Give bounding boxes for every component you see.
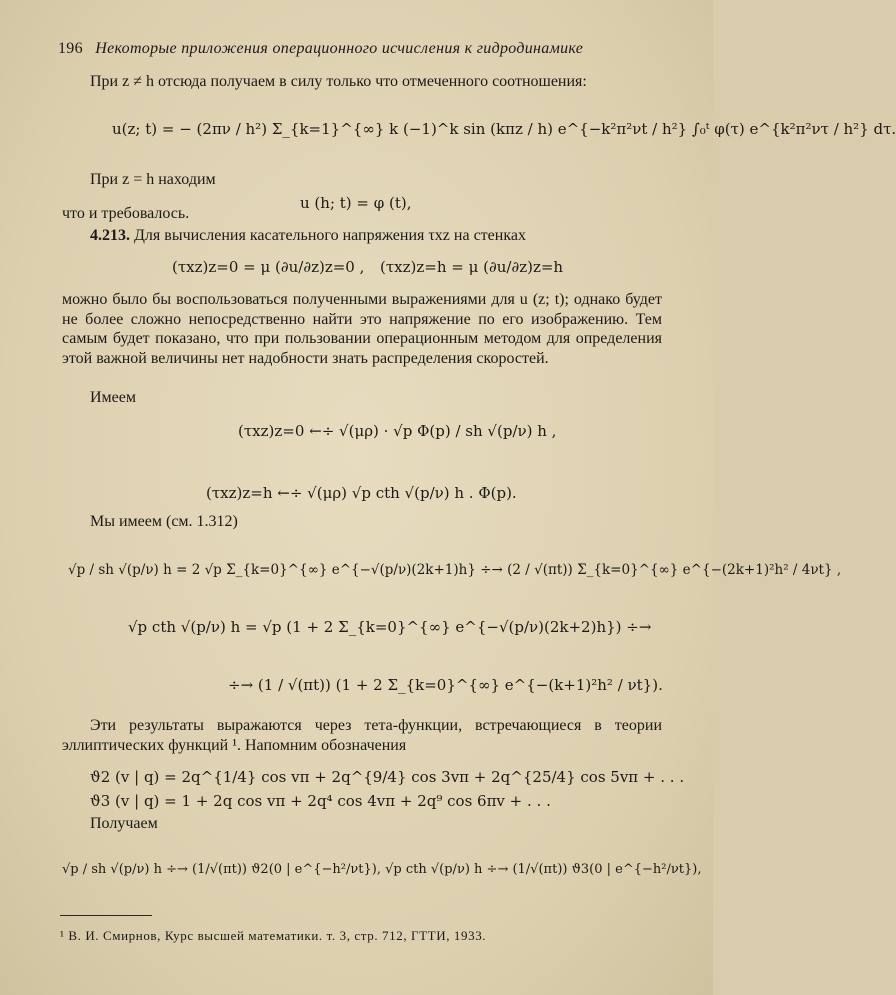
footnote: ¹ В. И. Смирнов, Курс высшей математики. т. 3, стр. 712, ГТТИ, 1933. xyxy=(60,928,487,943)
page-number: 196 xyxy=(58,40,83,57)
section-number: 4.213. xyxy=(90,227,130,244)
equation-3b: (τxz)z=h = μ (∂u/∂z)z=h xyxy=(380,258,564,276)
equation-7: √p cth √(p/ν) h = √p (1 + 2 Σ_{k=0}^{∞} e^{−√(p/ν)(2k+2)h}) ÷→ xyxy=(128,618,652,636)
running-title: Некоторые приложения операционного исчисления к гидродинамике xyxy=(95,40,584,57)
paragraph-4-text: Для вычисления касательного напряжения τxz на стенках xyxy=(134,227,526,244)
equation-3a: (τxz)z=0 = μ (∂u/∂z)z=0 , xyxy=(172,258,365,276)
paragraph-5: можно было бы воспользоваться полученными выражениями для u (z; t); однако будет не более сложно непосредственно найти это напряжение по его изображению. Тем самым будет показано, что при пользовании операционным методом для определения этой важной величины нет надобности знать распределения скоростей. xyxy=(62,291,662,367)
paragraph-1: При z ≠ h отсюда получаем в силу только что отмеченного соотношения: xyxy=(90,73,587,90)
paragraph-6: Имеем xyxy=(90,389,137,406)
equation-2: u (h; t) = φ (t), xyxy=(300,194,412,212)
paragraph-9: Получаем xyxy=(90,815,158,832)
paragraph-7: Мы имеем (см. 1.312) xyxy=(90,513,238,530)
equation-6: √p / sh √(p/ν) h = 2 √p Σ_{k=0}^{∞} e^{−√(p/ν)(2k+1)h} ÷→ (2 / √(πt)) Σ_{k=0}^{∞} e^{−(2k+1)²h² / 4νt} , xyxy=(68,562,842,578)
footnote-rule xyxy=(60,915,152,916)
equation-11: √p / sh √(p/ν) h ÷→ (1/√(πt)) ϑ2(0 | e^{−h²/νt}), √p cth √(p/ν) h ÷→ (1/√(πt)) ϑ3(0 | e^{−h²/νt}), xyxy=(62,862,702,877)
running-header xyxy=(58,40,668,58)
paragraph-4 xyxy=(62,226,662,246)
equation-8: ÷→ (1 / √(πt)) (1 + 2 Σ_{k=0}^{∞} e^{−(k+1)²h² / νt}). xyxy=(228,676,663,694)
equation-10: ϑ3 (v | q) = 1 + 2q cos vπ + 2q⁴ cos 4vπ + 2q⁹ cos 6πv + . . . xyxy=(90,792,551,810)
paragraph-8: Эти результаты выражаются через тета-функции, встречающиеся в теории эллиптических функций ¹. Напомним обозначения xyxy=(62,717,662,754)
equation-4: (τxz)z=0 ←÷ √(μρ) · √p Φ(p) / sh √(p/ν) h , xyxy=(238,422,557,440)
paragraph-3: что и требовалось. xyxy=(62,205,190,222)
equation-1: u(z; t) = − (2πν / h²) Σ_{k=1}^{∞} k (−1)^k sin (kπz / h) e^{−k²π²νt / h²} ∫₀ᵗ φ(τ) e^{k²π²ντ / h²} dτ. xyxy=(112,120,896,138)
paragraph-2: При z = h находим xyxy=(90,171,216,188)
equation-9: ϑ2 (v | q) = 2q^{1/4} cos vπ + 2q^{9/4} cos 3vπ + 2q^{25/4} cos 5vπ + . . . xyxy=(90,768,685,786)
equation-5: (τxz)z=h ←÷ √(μρ) √p cth √(p/ν) h . Φ(p). xyxy=(206,484,517,502)
